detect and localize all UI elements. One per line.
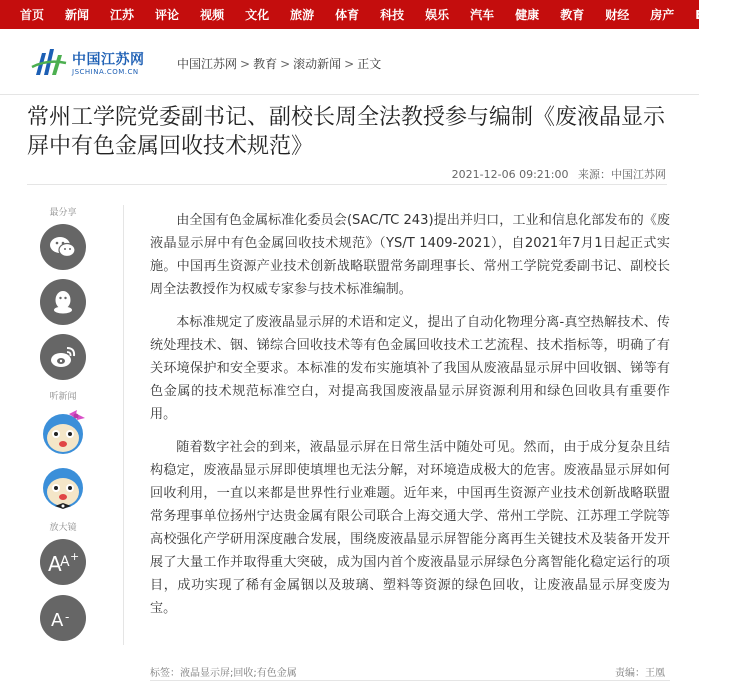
share-sidebar — [34, 205, 92, 651]
breadcrumb-rolling-news[interactable]: 滚动新闻 — [293, 57, 342, 71]
font-decrease-icon — [48, 606, 78, 630]
logo-domain: JSCHINA.COM.CN — [72, 68, 139, 76]
svg-text:+: + — [70, 550, 80, 563]
sidebar-divider — [123, 205, 124, 645]
article-date: 2021-12-06 09:21:00 — [451, 168, 569, 181]
nav-item-opinion[interactable]: 评论 — [155, 8, 180, 22]
article-tags[interactable]: 标签：液晶显示屏;回收;有色金属 — [150, 668, 297, 679]
footer-divider — [150, 680, 670, 681]
qq-icon — [52, 289, 74, 315]
meta-divider — [27, 184, 667, 185]
nav-item-travel[interactable]: 旅游 — [290, 8, 315, 22]
nav-item-jiangsu[interactable]: 江苏 — [110, 8, 135, 22]
male-voice-mascot-button[interactable] — [39, 464, 87, 512]
nav-item-finance[interactable]: 财经 — [605, 8, 630, 22]
nav-item-realestate[interactable]: 房产 — [650, 8, 675, 22]
nav-item-health[interactable]: 健康 — [515, 8, 540, 22]
site-header — [0, 29, 699, 95]
font-increase-icon — [46, 550, 80, 574]
top-nav — [0, 0, 754, 29]
svg-text:A: A — [51, 610, 64, 631]
font-increase-button[interactable] — [40, 539, 86, 585]
weibo-share-button[interactable] — [40, 334, 86, 380]
logo-name: 中国江苏网 — [72, 52, 145, 68]
breadcrumb-education[interactable]: 教育 — [253, 57, 278, 71]
article-paragraph: 由全国有色金属标准化委员会(SAC/TC 243)提出并归口，工业和信息化部发布的《废液晶显示屏中有色金属回收技术规范》（YS/T 1409-2021），自2021年7月1日起正式实施。中国再生资源产业技术创新战略联盟常务副理事长、常州工学院党委副书记、副校长周全法教授作为权威专家参与技术标准编制。 — [150, 213, 670, 297]
nav-item-education[interactable]: 教育 — [560, 8, 585, 22]
nav-item-video[interactable]: 视频 — [200, 8, 225, 22]
nav-item-entertainment[interactable]: 娱乐 — [425, 8, 450, 22]
article-title: 常州工学院党委副书记、副校长周全法教授参与编制《废液晶显示屏中有色金属回收技术规范》 — [27, 105, 666, 159]
article-body — [150, 209, 670, 630]
svg-text:A: A — [48, 552, 62, 576]
nav-item-home[interactable]: 首页 — [20, 8, 45, 22]
svg-text:-: - — [65, 610, 70, 624]
logo-mark-icon — [30, 45, 68, 81]
nav-item-sports[interactable]: 体育 — [335, 8, 360, 22]
breadcrumb-separator: > — [280, 57, 291, 71]
girl-mascot-icon — [39, 408, 87, 456]
article-meta — [446, 166, 666, 182]
site-logo[interactable] — [30, 43, 150, 83]
nav-item-culture[interactable]: 文化 — [245, 8, 270, 22]
breadcrumb — [177, 55, 381, 72]
svg-text:A: A — [60, 554, 70, 570]
breadcrumb-home[interactable]: 中国江苏网 — [177, 57, 238, 71]
zoom-label: 放大镜 — [49, 523, 77, 533]
nav-item-news[interactable]: 新闻 — [65, 8, 90, 22]
nav-item-auto[interactable]: 汽车 — [470, 8, 495, 22]
female-voice-mascot-button[interactable] — [39, 408, 87, 456]
weibo-icon — [49, 345, 77, 369]
breadcrumb-current: 正文 — [357, 57, 382, 71]
wechat-icon — [49, 235, 77, 259]
font-decrease-button[interactable] — [40, 595, 86, 641]
article-source: 来源：中国江苏网 — [578, 168, 666, 181]
nav-item-tech[interactable]: 科技 — [380, 8, 405, 22]
breadcrumb-separator: > — [344, 57, 355, 71]
article-paragraph: 本标准规定了废液晶显示屏的术语和定义，提出了自动化物理分离-真空热解技术、传统处理技术、铟、锑综合回收技术等有色金属回收技术工艺流程、技术指标等，明确了有关环境保护和安全要求。本标准的发布实施填补了我国从废液晶显示屏中回收铟、锑等有色金属的技术规范标准空白，对提高我国废液晶显示屏资源利用和绿色回收具有重要作用。 — [150, 315, 670, 422]
listen-label: 听新闻 — [49, 392, 77, 402]
share-label: 最分享 — [49, 208, 77, 218]
article-editor: 责编：王凰 — [615, 668, 665, 679]
article-paragraph: 随着数字社会的到来，液晶显示屏在日常生活中随处可见。然而，由于成分复杂且结构稳定，废液晶显示屏即使填埋也无法分解，对环境造成极大的危害。废液晶显示屏如何回收利用，一直以来都是世界性行业难题。近年来，中国再生资源产业技术创新战略联盟常务理事单位扬州宁达贵金属有限公司联合上海交通大学、常州工学院、江苏理工学院等高校强化产学研用深度融合发展，围绕废液晶显示屏智能分离再生关键技术及装备开发开展了大量工作并取得重大突破，成为国内首个废液晶显示屏绿色分离智能化稳定运行的项目，成功实现了稀有金属铟以及玻璃、塑料等资源的绿色回收，让废液晶显示屏变废为宝。 — [150, 440, 670, 616]
boy-mascot-icon — [39, 464, 87, 512]
breadcrumb-separator: > — [240, 57, 251, 71]
wechat-share-button[interactable] — [40, 224, 86, 270]
nav-item-english[interactable]: ENGLISH — [695, 7, 754, 22]
qq-share-button[interactable] — [40, 279, 86, 325]
